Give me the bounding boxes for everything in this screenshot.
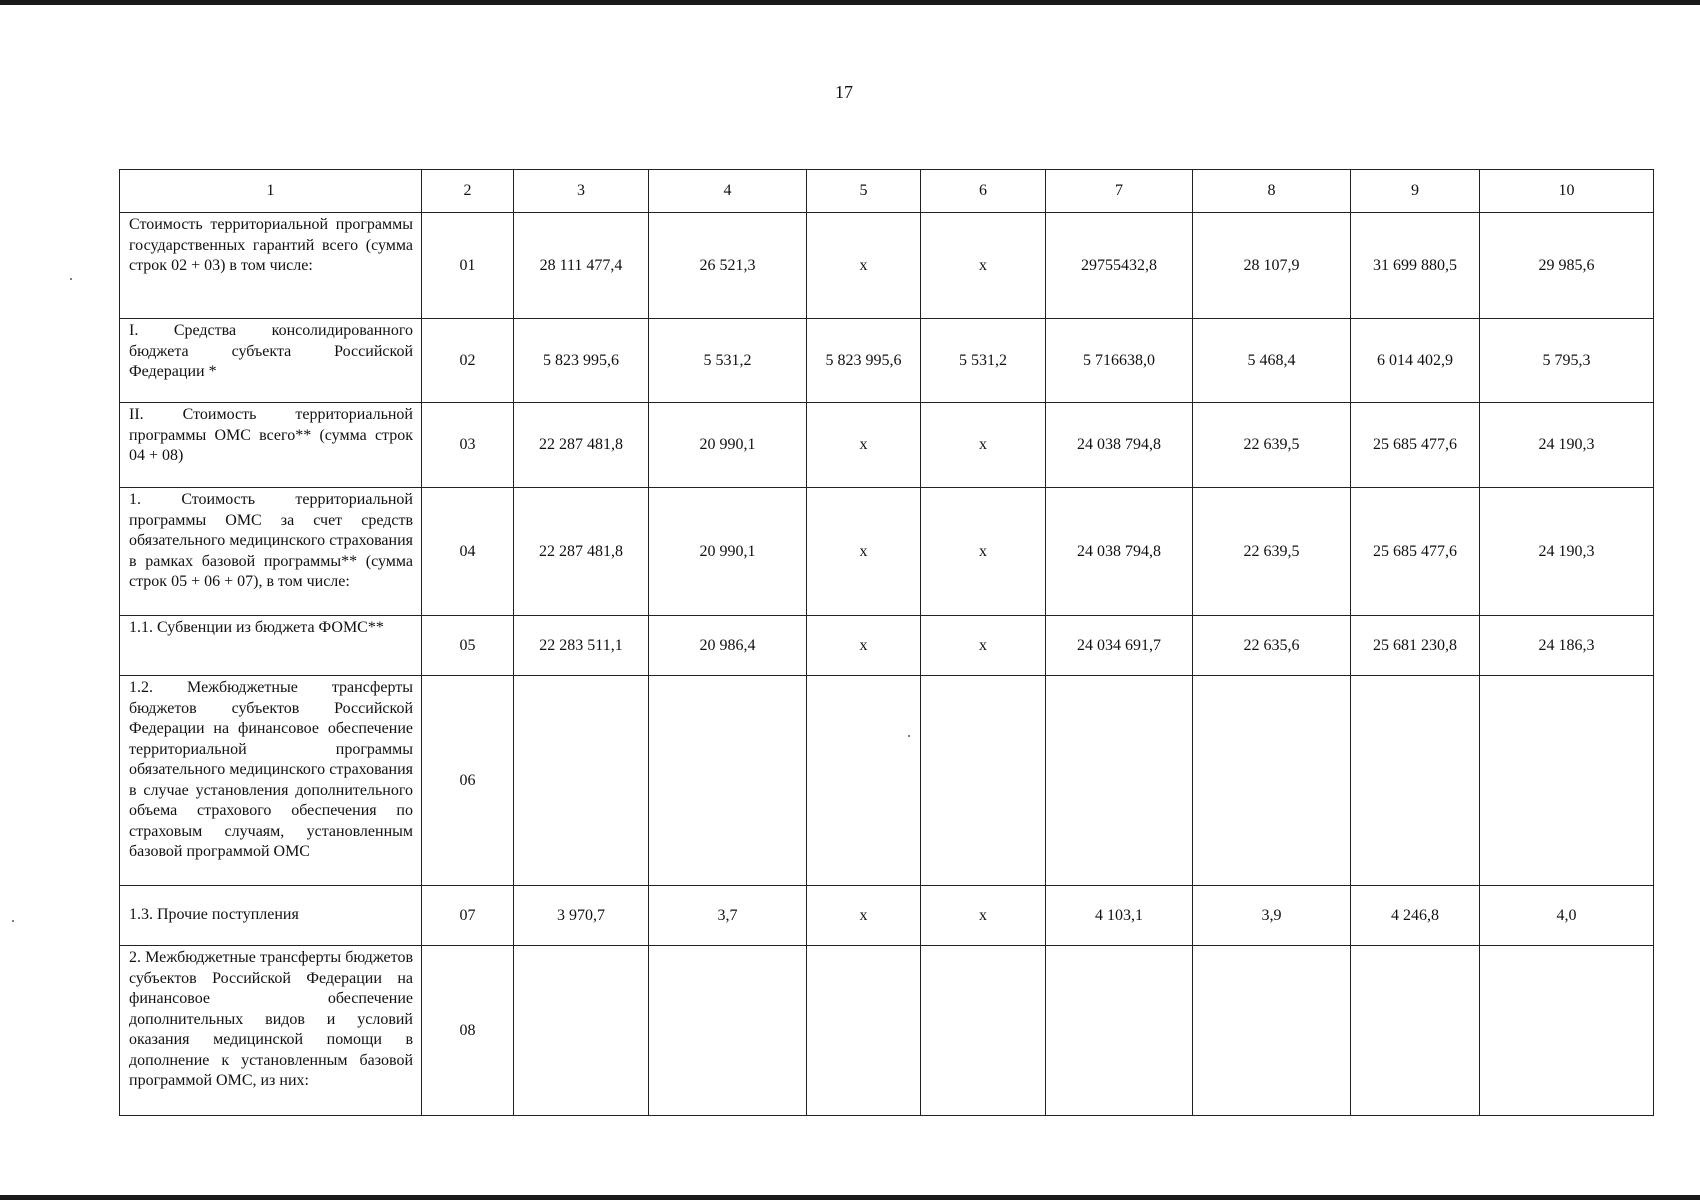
scan-speck [908, 735, 910, 737]
row-label: Стоимость территориальной программы государственных гарантий всего (сумма строк 02 + 03) в том числе: [120, 213, 422, 319]
table-row [120, 319, 1654, 403]
budget-table [119, 169, 1654, 1116]
column-header: 4 [649, 170, 807, 213]
table-cell: x [921, 213, 1046, 319]
table-row [120, 616, 1654, 676]
table-cell: 28 107,9 [1193, 213, 1351, 319]
table-row [120, 676, 1654, 886]
table-cell [921, 946, 1046, 1116]
row-code: 05 [422, 616, 514, 676]
row-label: 1.1. Субвенции из бюджета ФОМС** [120, 616, 422, 676]
table-cell: 20 990,1 [649, 488, 807, 616]
table-cell: 5 531,2 [649, 319, 807, 403]
table-row [120, 886, 1654, 946]
table-cell: x [921, 886, 1046, 946]
table-cell [921, 676, 1046, 886]
scan-border-bottom [0, 1195, 1700, 1200]
table-cell: 24 034 691,7 [1046, 616, 1193, 676]
column-header: 6 [921, 170, 1046, 213]
row-code: 02 [422, 319, 514, 403]
table-cell: 5 531,2 [921, 319, 1046, 403]
table-cell: 24 190,3 [1480, 403, 1654, 488]
table-cell: 6 014 402,9 [1351, 319, 1480, 403]
column-header: 1 [120, 170, 422, 213]
table-cell: 4 103,1 [1046, 886, 1193, 946]
table-cell: 24 038 794,8 [1046, 488, 1193, 616]
table-cell [649, 676, 807, 886]
table-row [120, 213, 1654, 319]
table-row [120, 946, 1654, 1116]
table-cell: 24 190,3 [1480, 488, 1654, 616]
table-cell: x [807, 616, 921, 676]
table-cell [649, 946, 807, 1116]
column-header: 10 [1480, 170, 1654, 213]
row-label: 2. Межбюджетные трансферты бюджетов субъектов Российской Федерации на финансовое обеспечение дополнительных видов и условий оказания медицинской помощи в дополнение к установленным базовой программой ОМС, из них: [120, 946, 422, 1116]
table-cell: 5 823 995,6 [514, 319, 649, 403]
table-cell [1046, 946, 1193, 1116]
scan-speck [12, 920, 14, 922]
header-row [120, 170, 1654, 213]
row-code: 06 [422, 676, 514, 886]
table-cell: 22 639,5 [1193, 488, 1351, 616]
table-cell: 26 521,3 [649, 213, 807, 319]
table-cell: 3 970,7 [514, 886, 649, 946]
page-number: 17 [835, 82, 853, 102]
table-cell: 20 990,1 [649, 403, 807, 488]
column-header: 7 [1046, 170, 1193, 213]
table-cell: 4,0 [1480, 886, 1654, 946]
table-row [120, 488, 1654, 616]
table-cell [1480, 676, 1654, 886]
column-header: 2 [422, 170, 514, 213]
column-header: 3 [514, 170, 649, 213]
table-cell: 5 716638,0 [1046, 319, 1193, 403]
table-cell: 5 795,3 [1480, 319, 1654, 403]
row-label: II. Стоимость территориальной программы ОМС всего** (сумма строк 04 + 08) [120, 403, 422, 488]
table-cell: x [921, 616, 1046, 676]
row-label: 1.3. Прочие поступления [120, 886, 422, 946]
table-cell: 22 639,5 [1193, 403, 1351, 488]
row-code: 04 [422, 488, 514, 616]
table-cell: 20 986,4 [649, 616, 807, 676]
table-cell: 29755432,8 [1046, 213, 1193, 319]
scan-border-top [0, 0, 1700, 5]
table-cell [1193, 676, 1351, 886]
table-row [120, 403, 1654, 488]
table-cell: 22 287 481,8 [514, 403, 649, 488]
table-cell: 22 635,6 [1193, 616, 1351, 676]
table-cell: 5 468,4 [1193, 319, 1351, 403]
table-cell: 3,9 [1193, 886, 1351, 946]
row-code: 08 [422, 946, 514, 1116]
scan-speck [70, 278, 72, 280]
table-cell [1480, 946, 1654, 1116]
table-cell: x [807, 886, 921, 946]
table-cell [1351, 676, 1480, 886]
table-cell: 25 685 477,6 [1351, 488, 1480, 616]
table-cell: 29 985,6 [1480, 213, 1654, 319]
table-cell: 25 685 477,6 [1351, 403, 1480, 488]
table-cell: 25 681 230,8 [1351, 616, 1480, 676]
row-label: 1. Стоимость территориальной программы ОМС за счет средств обязательного медицинского страхования в рамках базовой программы** (сумма строк 05 + 06 + 07), в том числе: [120, 488, 422, 616]
table-cell: 5 823 995,6 [807, 319, 921, 403]
table-cell: x [921, 403, 1046, 488]
table-cell [1046, 676, 1193, 886]
table-cell: 28 111 477,4 [514, 213, 649, 319]
table-cell: x [921, 488, 1046, 616]
column-header: 9 [1351, 170, 1480, 213]
table-cell: 4 246,8 [1351, 886, 1480, 946]
row-code: 07 [422, 886, 514, 946]
table-cell: 24 186,3 [1480, 616, 1654, 676]
column-header: 5 [807, 170, 921, 213]
column-header: 8 [1193, 170, 1351, 213]
table-cell: x [807, 488, 921, 616]
table-cell [514, 946, 649, 1116]
table-cell [807, 676, 921, 886]
table-cell [807, 946, 921, 1116]
table-cell [1351, 946, 1480, 1116]
table-cell: 24 038 794,8 [1046, 403, 1193, 488]
row-code: 01 [422, 213, 514, 319]
row-label: I. Средства консолидированного бюджета субъекта Российской Федерации * [120, 319, 422, 403]
table-cell [1193, 946, 1351, 1116]
table-cell: 22 283 511,1 [514, 616, 649, 676]
table-cell: x [807, 213, 921, 319]
table-cell: 31 699 880,5 [1351, 213, 1480, 319]
table-cell [514, 676, 649, 886]
row-code: 03 [422, 403, 514, 488]
row-label: 1.2. Межбюджетные трансферты бюджетов субъектов Российской Федерации на финансовое обеспечение территориальной программы обязательного медицинского страхования в случае установления дополнительного объема страхового обеспечения по страховым случаям, установленным базовой программой ОМС [120, 676, 422, 886]
table-cell: 22 287 481,8 [514, 488, 649, 616]
table-cell: x [807, 403, 921, 488]
table-cell: 3,7 [649, 886, 807, 946]
